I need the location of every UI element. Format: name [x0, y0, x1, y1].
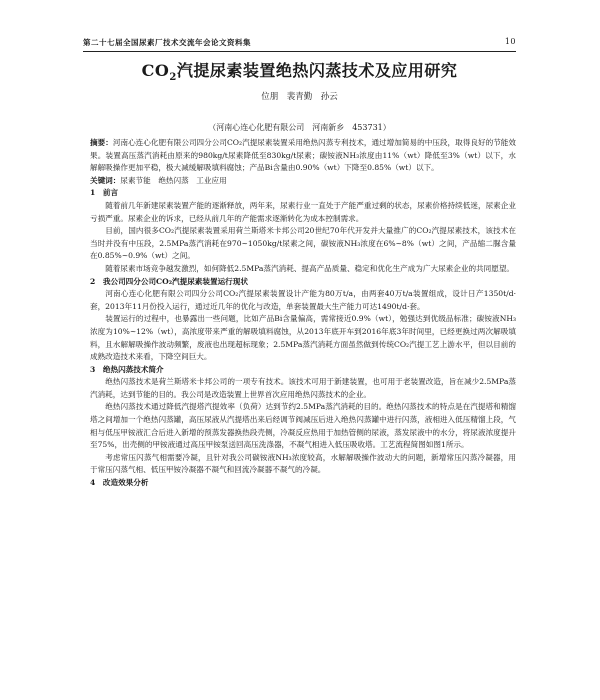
title-subscript: 2 [169, 72, 177, 84]
abstract [90, 137, 516, 175]
section-3-para-1: 绝热闪蒸技术是荷兰斯塔米卡邦公司的一项专有技术。该技术可用于新建装置，也可用于老装置改造，旨在减少2.5MPa蒸汽消耗，达到节能的目的。我公司是改造装置上世界首次应用绝热闪蒸技术的企业。 [90, 377, 516, 399]
page-number: 10 [504, 37, 516, 46]
keywords [90, 175, 516, 188]
affiliation: （河南心连心化肥有限公司 河南新乡 453731） [208, 123, 391, 132]
section-2-para-2: 装置运行的过程中，也暴露出一些问题，比如产品Bi含量偏高，需常接近0.9%（wt），勉强达到优级品标准；碳铵液NH₃浓度为10%~12%（wt），高浓度带来严重的解吸填料腐蚀，从2013年底开车到2016年底3年时间里，已经更换过两次解吸填料，且水解解吸操作波动频繁，废液也出现超标现象；2.5MPa蒸汽消耗方面虽然做到传统CO₂汽提工艺上游水平，但以目前的成熟改造技术来看，下降空间巨大。 [90, 314, 516, 362]
section-1-para-2: 目前，国内很多CO₂汽提尿素装置采用荷兰斯塔米卡邦公司20世纪70年代开发并大量推广的CO₂汽提尿素技术，该技术在当时并没有中压段，2.5MPa蒸汽消耗在970~1050kg/t尿素之间，碳铵液NH₃浓度在6%~8%（wt）之间，产品缩二脲含量在0.85%~0.9%（wt）之间。 [90, 226, 516, 261]
article-title [83, 58, 516, 83]
section-3-heading: 3 绝热闪蒸技术简介 [90, 364, 164, 374]
section-1-para-1: 随着前几年新建尿素装置产能的逐渐释放，两年来，尿素行业一直处于产能严重过剩的状态，尿素价格持续低迷，尿素企业亏损严重。尿素企业的诉求，已经从前几年的产能需求逐渐转化为成本控制需求。 [90, 200, 516, 223]
section-1-heading: 1 前言 [90, 188, 119, 198]
running-header [83, 37, 516, 51]
keywords-text: 尿素节能 绝热闪蒸 工业应用 [120, 175, 227, 185]
abstract-text: 河南心连心化肥有限公司四分公司CO₂汽提尿素装置采用绝热闪蒸专利技术，通过增加简易的中压段，取得良好的节能效果。装置高压蒸汽消耗由原来的980kg/t尿素降低至830kg/t尿素；碳铵液NH₃浓度由11%（wt）降低至3%（wt）以下，水解解吸操作更加平稳，极大减缓解吸填料腐蚀；产品Bi含量由0.90%（wt）下降至0.85%（wt）以下。 [90, 138, 517, 173]
section-4-heading: 4 改造效果分析 [90, 478, 149, 488]
authors: 位朋 裴青勤 孙云 [261, 92, 338, 102]
journal-title: 第二十七届全国尿素厂技术交流年会论文资料集 [83, 38, 251, 47]
section-2-para-1: 河南心连心化肥有限公司四分公司CO₂汽提尿素装置设计产能为80万t/a，由两套40万t/a装置组成，设计日产1350t/d·套，2013年11月份投入运行，通过近几年的优化与改造，单套装置最大生产能力可达1490t/d·套。 [90, 289, 516, 311]
keywords-label: 关键词： [90, 175, 121, 185]
abstract-label: 摘要： [90, 138, 113, 147]
section-3-para-3: 考虑常压闪蒸气相需要冷凝，且针对我公司碳铵液NH₃浓度较高，水解解吸操作波动大的问题，新增常压闪蒸冷凝器，用于常压闪蒸气相、低压甲铵冷凝器不凝气和回流冷凝器不凝气的冷凝。 [90, 452, 516, 475]
title-part2: 汽提尿素装置绝热闪蒸技术及应用研究 [176, 61, 458, 80]
section-3-para-2: 绝热闪蒸技术通过降低汽提塔汽提效率（负荷）达到节约2.5MPa蒸汽消耗的目的。绝热闪蒸技术的特点是在汽提塔和精馏塔之间增加一个绝热闪蒸罐，高压尿液从汽提塔出来后经调节阀减压后进入绝热闪蒸罐中进行闪蒸，液相进入低压精馏上段，气相与低压甲铵液汇合后进入新增的预蒸发器换热段壳侧，冷凝反应热用于加热管侧的尿液，蒸发尿液中的水分，将尿液浓度提升至75%，出壳侧的甲铵液通过高压甲铵泵送回高压洗涤器，不凝气相进入低压吸收塔。工艺流程简图如图1所示。 [90, 402, 516, 450]
header-rule [83, 51, 516, 52]
section-1-para-3: 随着尿素市场竞争越发激烈，如何降低2.5MPa蒸汽消耗、提高产品质量、稳定和优化生产成为广大尿素企业的共同愿望。 [105, 263, 515, 273]
section-2-heading: 2 我公司四分公司CO₂汽提尿素装置运行现状 [90, 276, 248, 286]
article-body [90, 137, 516, 490]
title-part1: CO [141, 61, 170, 80]
